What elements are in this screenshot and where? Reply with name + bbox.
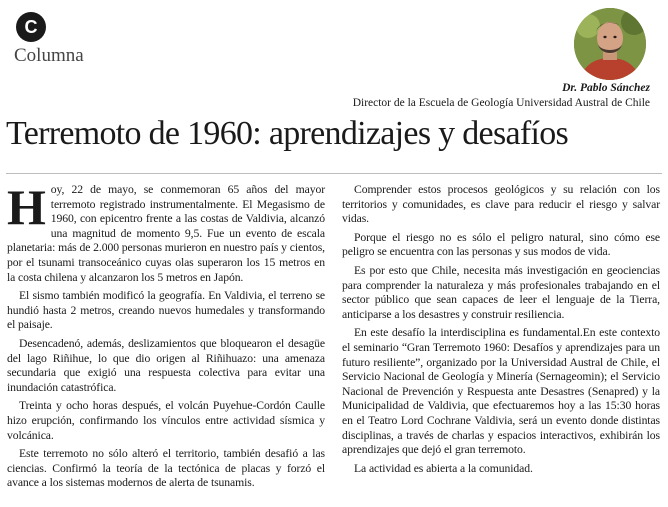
author-photo: [574, 8, 646, 80]
article-paragraph: [7, 179, 325, 285]
column-badge: C: [16, 12, 46, 42]
paragraph-text: oy, 22 de mayo, se conmemoran 65 años del mayor terremoto registrado instrumentalmente. El Megasismo de 1960, con epicentro frente a las costas de Valdivia, alcanzó una magnitud de momento 9,5. Fue un evento de escala planetaria: más de 2.000 personas murieron en nuestro país y cientos, por el tsunami transoceánico cuyas olas superaron los 15 metros en la costa chilena y alcanzaron los 5 metros en Japón.: [7, 183, 325, 284]
section-label: Columna: [14, 45, 84, 66]
article-paragraph: Treinta y ocho horas después, el volcán Puyehue-Cordón Caulle hizo erupción, confirmando los vínculos entre actividad sísmica y volcánica.: [7, 399, 325, 442]
article-column-left: [7, 179, 325, 495]
article-column-right: [342, 183, 660, 480]
article-headline: Terremoto de 1960: aprendizajes y desafíos: [6, 115, 569, 152]
article-paragraph: Comprender estos procesos geológicos y su relación con los territorios y comunidades, es clave para reducir el riesgo y salvar vidas.: [342, 183, 660, 226]
article-paragraph: Porque el riesgo no es sólo el peligro natural, sino cómo ese peligro se encuentra con las personas y sus modos de vida.: [342, 230, 660, 259]
article-paragraph: En este desafío la interdisciplina es fundamental.En este contexto el seminario “Gran Terremoto 1960: Desafíos y aprendizajes para un futuro resiliente”, organizado por la Universidad Austral de Chile, el Servicio Nacional de Geología y Minería (Sernageomin); el Servicio Nacional de Prevención y Respuesta ante Desastres (Senapred) y la Municipalidad de Valdivia, que efectuaremos hoy a las 15:30 horas en el Teatro Lord Cochrane Valdivia, será un evento donde distintas disciplinas, a través de charlas y espacios interactivos, exhibirán los aprendizajes que dejó el gran terremoto.: [342, 326, 660, 457]
headline-divider: [6, 173, 662, 174]
author-role: Director de la Escuela de Geología Universidad Austral de Chile: [352, 97, 650, 109]
article-paragraph: Desencadenó, además, deslizamientos que bloquearon el desagüe del lago Riñihue, lo que dio origen al Riñihuazo: una amenaza secundaria que exigió una respuesta colectiva para evitar una inundación catastrófica.: [7, 336, 325, 394]
article-paragraph: Es por esto que Chile, necesita más investigación en geociencias para comprender la naturaleza y más profesionales trabajando en el sector público que sean capaces de leer el lenguaje de la Tierra, anticiparse a los desastres y construir resiliencia.: [342, 263, 660, 321]
article-paragraph: Este terremoto no sólo alteró el territorio, también desafió a las ciencias. Confirmó la teoría de la tectónica de placas y forzó el avance a los sistemas modernos de alerta de tsunamis.: [7, 447, 325, 490]
author-portrait-icon: [574, 8, 646, 80]
drop-cap: H: [7, 179, 46, 235]
article-paragraph: El sismo también modificó la geografía. En Valdivia, el terreno se hundió hasta 2 metros, creando nuevos humedales y transformando el paisaje.: [7, 289, 325, 332]
article-paragraph: La actividad es abierta a la comunidad.: [354, 461, 533, 475]
author-block: [353, 81, 650, 111]
author-name: Dr. Pablo Sánchez: [562, 82, 650, 94]
